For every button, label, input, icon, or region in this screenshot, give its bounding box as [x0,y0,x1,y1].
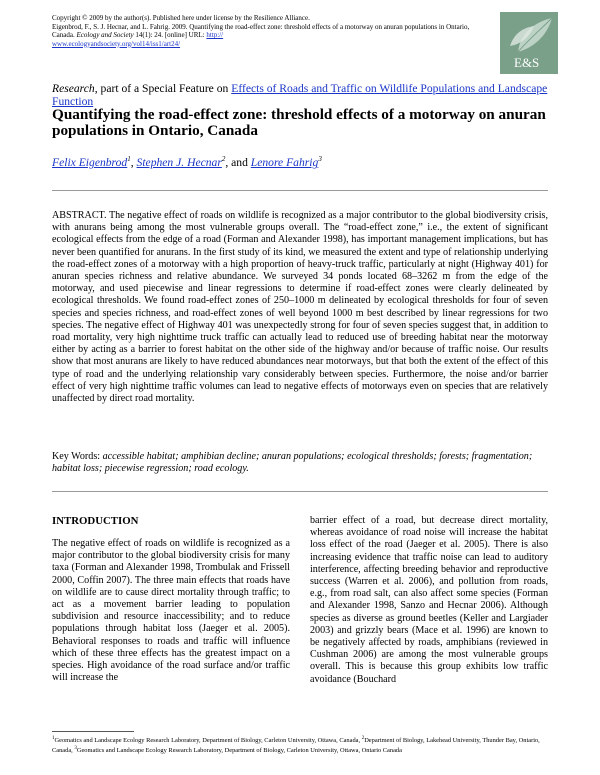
affiliation-footnotes: $^1$Geomatics and Landscape Ecology Research Laboratory, Department of Biology, Carleton University, Ottawa, Canada, $^2$Department of Biology, Lakehead University, Thunder Bay, Ontario, Canada, $^3$Geomatics and Landscape Ecology Research Laboratory, Department of Biology, Carleton University, Ottawa, Ontario Canada [52,736,540,754]
divider-bottom [52,491,548,492]
copyright-line: Copyright © 2009 by the author(s). Published here under license by the Resilience Alliance. [52,14,310,22]
author-link[interactable]: Felix Eigenbrod [52,155,128,169]
citation-header [52,14,472,48]
keywords-label: Key Words: [52,451,101,462]
journal-logo [500,12,558,74]
body-column-left: The negative effect of roads on wildlife is recognized as a major contributor to the global biodiversity crisis for many taxa (Forman and Alexander 1998, Trombulak and Frissell 2000, Coffin 2007). The three main effects that roads have on wildlife are to cause direct mortality through traffic; to act as a movement barrier leading to population subdivision and resource inaccessibility; and to reduce populations through habitat loss (Jaeger et al. 2005). Behavioral responses to roads and traffic will influence which of these three effects has the greatest impact on a species. High avoidance of the road surface and/or traffic will increase the [52,538,290,684]
keywords-list: accessible habitat; amphibian decline; anuran populations; ecological thresholds; forests; fragmentation; habitat loss; piecewise regression; road ecology. [52,451,533,475]
section-heading: INTRODUCTION [52,515,139,527]
abstract: ABSTRACT. The negative effect of roads on wildlife is recognized as a major contributor to the global biodiversity crisis, with anurans being among the most vulnerable groups overall. The “road-effect zone,” i.e., the extent of significant ecological effects from the edge of a road (Forman and Alexander 1998), has important management implications, but has never been quantified for anurans. In the first study of its kind, we measured the extent and type of relationship underlying the road-effect zones of a motorway with a high proportion of heavy-truck traffic, particularly at night (Highway 401) for anuran species richness and relative abundance. We surveyed 34 ponds located 68–3262 m from the edge of the motorway, and used piecewise and linear regressions to determine if road-effect zones were clearly delineated by ecological thresholds. We found road-effect zones of 250–1000 m delineated by ecological thresholds for four of seven species and species richness, and road-effect zones of well beyond 1000 m best described by linear regressions for two species. The negative effect of Highway 401 was unexpectedly strong for four of seven species suggest that, in addition to road mortality, very high nighttime truck traffic can actually lead to reduced use of breeding habitat near the motorway either by acting as a barrier to forest habitat on the other side of the highway and/or because of traffic noise. Our results show that most anurans are likely to have reduced abundances near motorways, but that both the extent of the effect of this type of road and the underlying relationship vary considerably between species. Furthermore, the noise and/or barrier effect of very high nighttime traffic volumes can lead to negative effects of motorways even on species that are relatively unaffected by direct road mortality. [52,210,548,405]
article-url-link[interactable]: http:// [206,31,224,40]
special-feature-line: Research, part of a Special Feature on Effects of Roads and Traffic on Wildlife Populations and Landscape Function [52,82,548,108]
keywords [52,451,548,475]
author-link[interactable]: Lenore Fahrig [250,155,319,169]
special-feature-link[interactable]: Effects of Roads and Traffic on Wildlife Populations and Landscape Function [52,82,548,108]
body-column-right: barrier effect of a road, but decrease direct mortality, whereas avoidance of road noise will increase the habitat loss effect of the road (Jaeger et al. 2005). There is also increasing evidence that traffic noise can lead to auditory interference, affecting breeding behavior and reproductive success (Warren et al. 2006), and pollution from roads, e.g., from road salt, can also affect some species (Forman and Alexander 1998, Sanzo and Hecnar 2006). Although species as diverse as ground beetles (Keller and Largiader 2003) and grizzly bears (Mace et al. 1996) are known to be negatively affected by roads, amphibians (reviewed in Cushman 2006) are among the most vulnerable groups overall. This is because this group exhibits low traffic avoidance (Bouchard [310,515,548,685]
paper-title: Quantifying the road-effect zone: threshold effects of a motorway on anuran populations in Ontario, Canada [52,106,546,140]
citation-line: Eigenbrod, F., S. J. Hecnar, and L. Fahrig. 2009. Quantifying the road-effect zone: threshold effects of a motorway on anuran populations in Ontario, Canada. Ecology and Society 14(1): 24. [online] URL: http:// [52,22,470,40]
logo-text: E&S [514,55,540,70]
author-list: Felix Eigenbrod$^1$, Stephen J. Hecnar$^2$, and Lenore Fahrig$^3$ [52,155,322,169]
footnote-rule [52,731,134,732]
article-url-link-cont[interactable]: www.ecologyandsociety.org/vol14/iss1/art24/ [52,39,181,48]
divider-top [52,190,548,191]
author-link[interactable]: Stephen J. Hecnar [136,155,222,169]
journal-name: Ecology and Society [76,31,134,40]
article-type: Research [52,82,95,95]
